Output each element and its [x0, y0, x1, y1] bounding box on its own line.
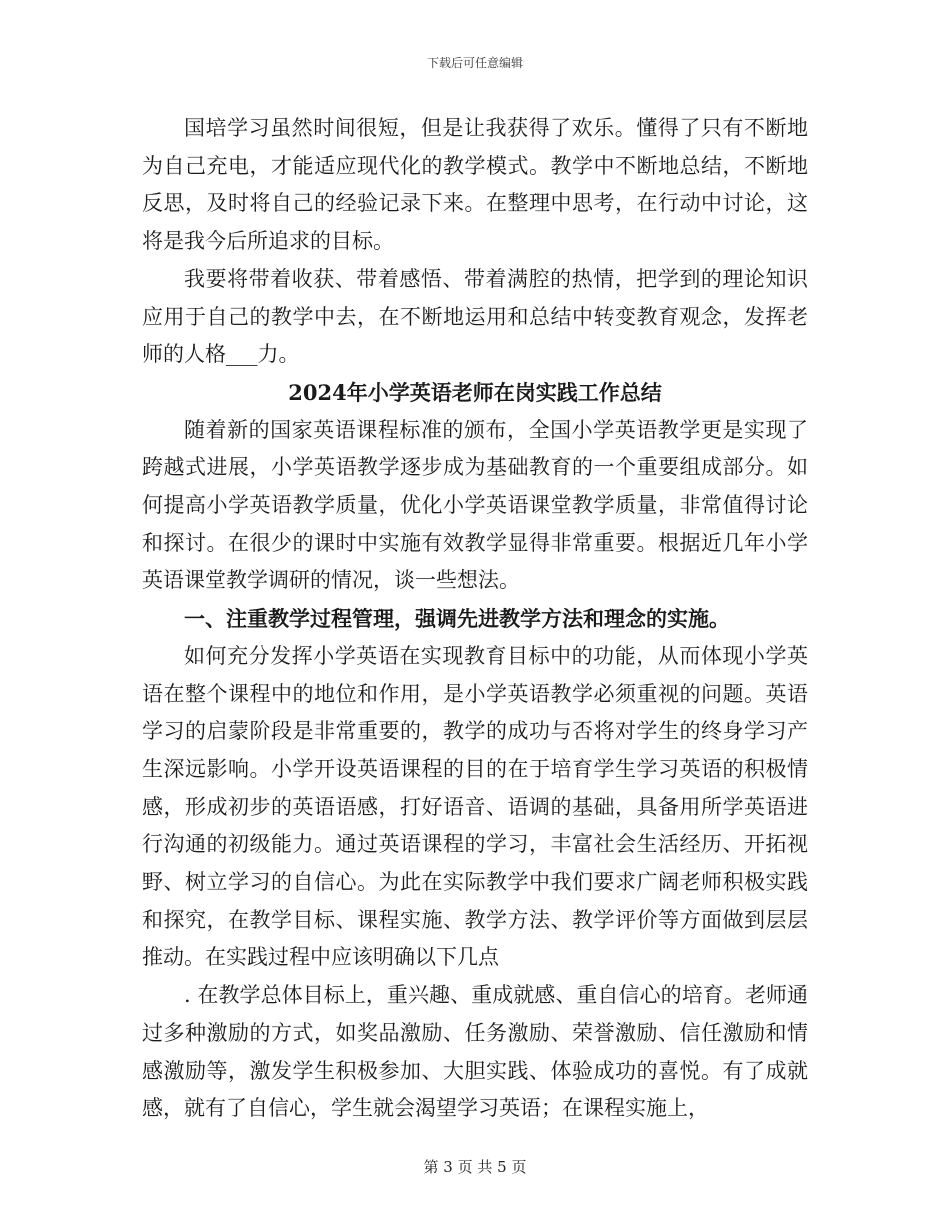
document-body [142, 110, 808, 1128]
paragraph-5: . 在教学总体目标上，重兴趣、重成就感、重自信心的培育。老师通过多种激励的方式，如奖品激励、任务激励、荣誉激励、信任激励和情感激励等，激发学生积极参加、大胆实践、体验成功的喜悦。有了成就感，就有了自信心，学生就会渴望学习英语；在课程实施上， [142, 983, 808, 1121]
paragraph-1: 国培学习虽然时间很短，但是让我获得了欢乐。懂得了只有不断地为自己充电，才能适应现代化的教学模式。教学中不断地总结，不断地反思，及时将自己的经验记录下来。在整理中思考，在行动中讨论，这将是我今后所追求的目标。 [142, 116, 808, 254]
page-footer: 第 3 页 共 5 页 [423, 1158, 527, 1176]
paragraph-2: 我要将带着收获、带着感悟、带着满腔的热情，把学到的理论知识应用于自己的教学中去，在不断地运用和总结中转变教育观念，发挥老师的人格___力。 [142, 266, 808, 367]
paragraph-3: 随着新的国家英语课程标准的颁布，全国小学英语教学更是实现了跨越式进展，小学英语教学逐步成为基础教育的一个重要组成部分。如何提高小学英语教学质量，优化小学英语课堂教学质量，非常值得讨论和探讨。在很少的课时中实施有效教学显得非常重要。根据近几年小学英语课堂教学调研的情况，谈一些想法。 [142, 417, 808, 593]
page-header: 下载后可任意编辑 [426, 56, 523, 70]
paragraph-4: 如何充分发挥小学英语在实现教育目标中的功能，从而体现小学英语在整个课程中的地位和作用，是小学英语教学必须重视的问题。英语学习的启蒙阶段是非常重要的，教学的成功与否将对学生的终身学习产生深远影响。小学开设英语课程的目的在于培育学生学习英语的积极情感，形成初步的英语语感，打好语音、语调的基础，具备用所学英语进行沟通的初级能力。通过英语课程的学习，丰富社会生活经历、开拓视野、树立学习的自信心。为此在实际教学中我们要求广阔老师积极实践和探究，在教学目标、课程实施、教学方法、教学评价等方面做到层层推动。在实践过程中应该明确以下几点 [142, 643, 808, 970]
section-title: 2024年小学英语老师在岗实践工作总结 [288, 379, 662, 405]
section-heading-1: 一、注重教学过程管理，强调先进教学方法和理念的实施。 [184, 606, 730, 632]
